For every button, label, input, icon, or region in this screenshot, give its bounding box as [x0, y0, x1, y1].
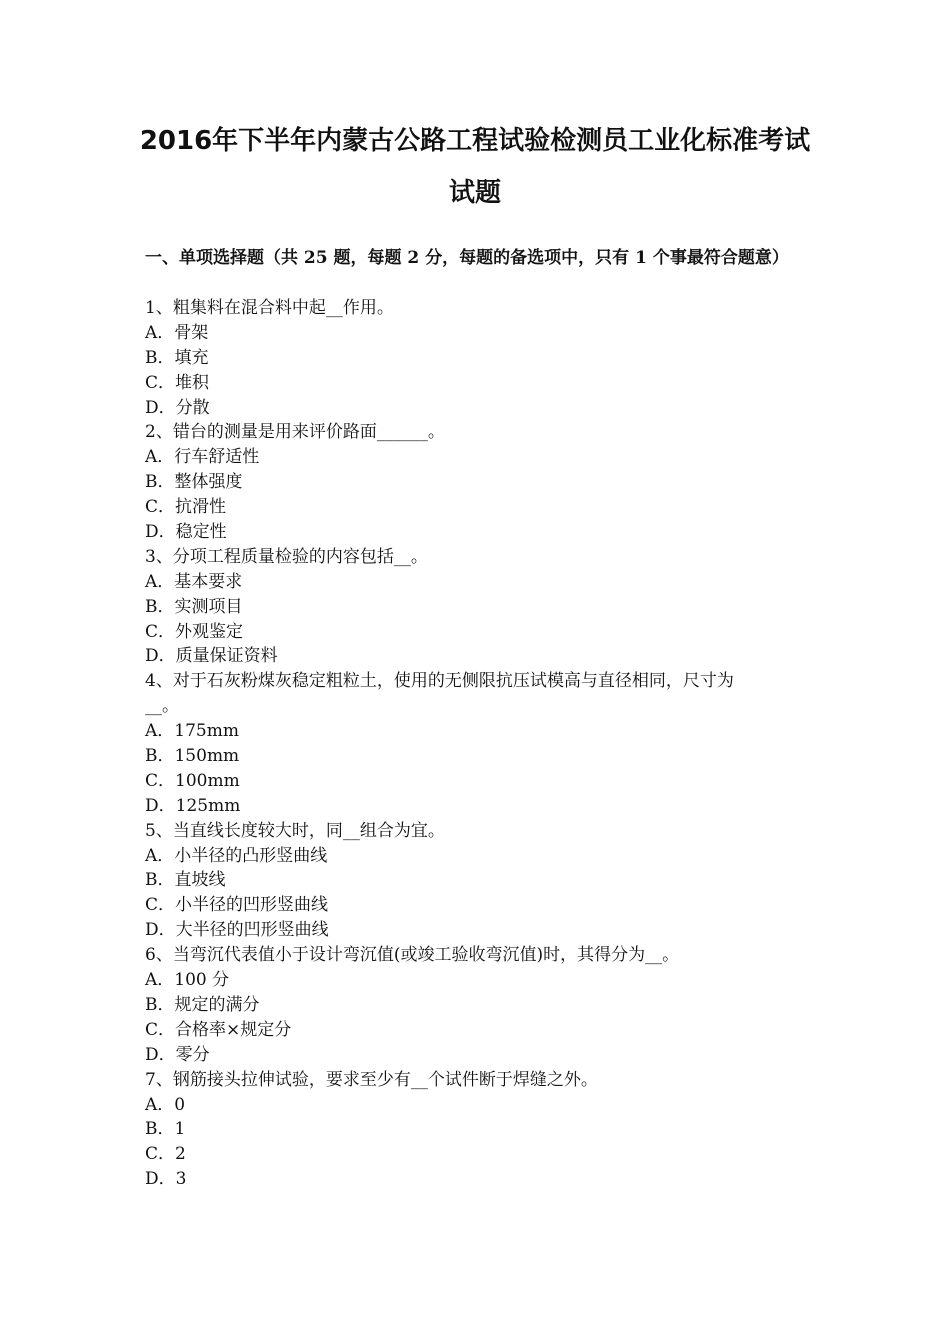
option-1-a: A．骨架	[145, 322, 209, 343]
option-7-c: C．2	[145, 1144, 186, 1165]
option-1-c: C．堆积	[145, 372, 210, 393]
section-heading: 一、单项选择题（共 25 题，每题 2 分，每题的备选项中，只有 1 个事最符合题意）	[145, 248, 789, 268]
option-6-d: D．零分	[145, 1044, 210, 1065]
question-7: 7、钢筋接头拉伸试验，要求至少有__个试件断于焊缝之外。	[145, 1069, 598, 1090]
option-5-b: B．直坡线	[145, 870, 226, 891]
option-5-d: D．大半径的凹形竖曲线	[145, 920, 329, 941]
option-7-d: D．3	[145, 1169, 187, 1190]
option-3-a: A．基本要求	[145, 571, 243, 592]
option-5-c: C．小半径的凹形竖曲线	[145, 895, 329, 916]
option-2-d: D．稳定性	[145, 522, 227, 543]
question-4: 4、对于石灰粉煤灰稳定粗粒土，使用的无侧限抗压试模高与直径相同，尺寸为	[145, 671, 734, 692]
document-title-line-2: 试题	[448, 178, 501, 208]
option-5-a: A．小半径的凸形竖曲线	[145, 845, 328, 866]
question-list	[145, 296, 810, 1192]
option-3-c: C．外观鉴定	[145, 621, 244, 642]
option-7-b: B．1	[145, 1119, 186, 1140]
option-2-a: A．行车舒适性	[145, 447, 260, 468]
option-4-a: A．175mm	[145, 721, 239, 742]
option-7-a: A．0	[145, 1094, 186, 1115]
option-4-c: C．100mm	[145, 770, 240, 791]
option-3-b: B．实测项目	[145, 596, 243, 617]
question-2: 2、错台的测量是用来评价路面______。	[145, 422, 445, 443]
option-4-b: B．150mm	[145, 746, 240, 767]
question-1: 1、粗集料在混合料中起__作用。	[145, 298, 394, 318]
option-3-d: D．质量保证资料	[145, 646, 278, 667]
option-6-a: A．100 分	[145, 970, 230, 991]
document-title-line-1: 2016年下半年内蒙古公路工程试验检测员工业化标准考试	[139, 126, 811, 156]
option-2-c: C．抗滑性	[145, 497, 227, 518]
question-6: 6、当弯沉代表值小于设计弯沉值(或竣工验收弯沉值)时，其得分为__。	[145, 945, 680, 966]
option-1-d: D．分散	[145, 397, 210, 418]
question-5: 5、当直线长度较大时，同__组合为宜。	[145, 820, 445, 841]
option-4-d: D．125mm	[145, 795, 241, 816]
option-1-b: B．填充	[145, 347, 209, 368]
question-3: 3、分项工程质量检验的内容包括__。	[145, 546, 428, 567]
option-6-c: C．合格率×规定分	[145, 1019, 292, 1040]
option-6-b: B．规定的满分	[145, 994, 260, 1015]
question-4-continued: __。	[145, 696, 179, 717]
option-2-b: B．整体强度	[145, 472, 243, 493]
